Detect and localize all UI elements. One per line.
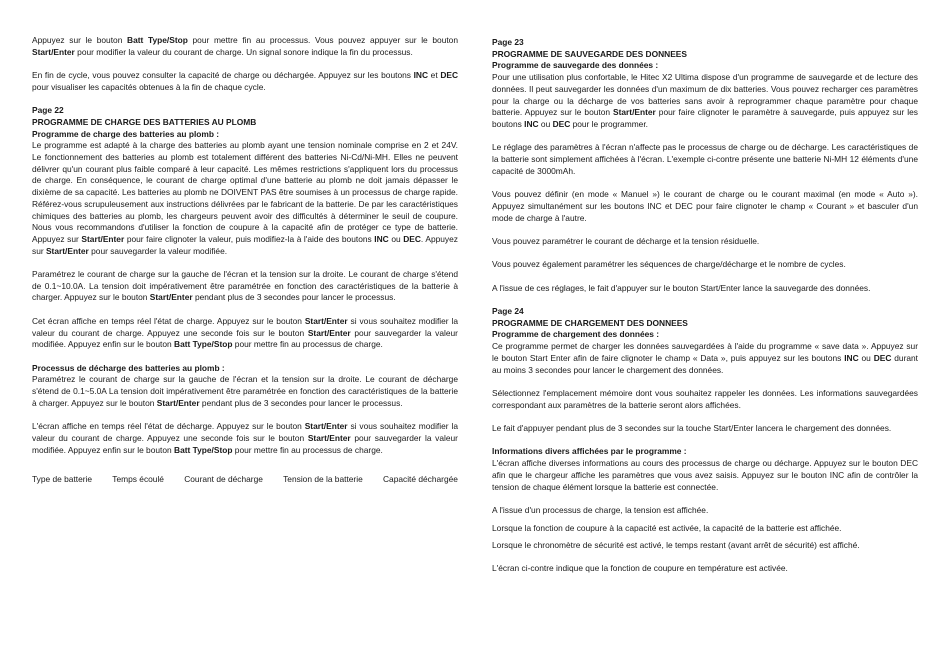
page-number-23: Page 23 bbox=[492, 37, 524, 47]
paragraph-charge-realtime: Cet écran affiche en temps réel l'état de charge. Appuyez sur le bouton Start/Enter si vous souhaitez modifier la valeur du courant de charge. Appuyez une seconde fois sur le bouton Start/Enter pour sauvegarder la valeur modifiée. Appuyez enfin sur le bouton Batt Type/Stop pour mettre fin au processus de charge. bbox=[32, 315, 459, 350]
label-elapsed-time: Temps écoulé bbox=[112, 473, 164, 484]
subtitle-lead-charge: Programme de charge des batteries au plomb : bbox=[32, 128, 220, 139]
subtitle-data-save: Programme de sauvegarde des données : bbox=[492, 60, 659, 71]
section-title-data-save: PROGRAMME DE SAUVEGARDE DES DONNEES bbox=[492, 48, 687, 59]
label-discharged-capacity: Capacité déchargée bbox=[382, 473, 458, 484]
paragraph-set-charge-current: Paramétrez le courant de charge sur la gauche de l'écran et la tension sur la droite. Le courant de charge s'étend de 0.1~10.0A. La tension doit impérativement être paramétrée en fonction des caractéristiques de la batterie à charger. Appuyez sur le bouton Start/Enter pendant plus de 3 secondes pour lancer le processus. bbox=[32, 269, 458, 303]
paragraph-start-load: Le fait d'appuyer pendant plus de 3 secondes sur la touche Start/Enter lancera le chargement des données. bbox=[492, 423, 892, 434]
subtitle-lead-discharge: Processus de décharge des batteries au plomb : bbox=[32, 362, 225, 373]
paragraph-data-save-intro: Pour une utilisation plus confortable, le Hitec X2 Ultima dispose d'un programme de sauvegarde et de lecture des données. Il peut sauvegarder les données d'un maximum de dix batteries. Vous pouvez recharger ces paramètres pour la charge ou la décharge de vos batteries sans avoir à reprogrammer chaque paramètre pour chaque batterie. Appuyez sur le bouton Start/Enter pour faire clignoter le paramètre à sauvegarde, puis appuyez sur les boutons INC ou DEC pour le programmer. bbox=[492, 72, 918, 129]
left-column bbox=[32, 35, 458, 486]
paragraph-manual-auto-mode: Vous pouvez définir (en mode « Manuel ») le courant de charge ou le courant maximal (en mode « Auto »). Appuyez simultanément sur les boutons INC et DEC pour faire clignoter le champ « Courant » et basculer d'un mode de charge à l'autre. bbox=[492, 189, 918, 223]
paragraph-cycle-settings: Vous pouvez également paramétrer les séquences de charge/décharge et le nombre de cycles. bbox=[492, 259, 846, 270]
paragraph-data-load-intro: Ce programme permet de charger les données sauvegardées à l'aide du programme « save data ». Appuyez sur le bouton Start Enter afin de faire clignoter le champ « Data », puis appuyez sur les boutons INC ou DEC durant au moins 3 secondes pour lancer le chargement des données. bbox=[492, 341, 918, 375]
subtitle-misc-info: Informations divers affichées par le programme : bbox=[492, 446, 687, 457]
paragraph-start-save: A l'issue de ces réglages, le fait d'appuyer sur le bouton Start/Enter lance la sauvegarde des données. bbox=[492, 282, 871, 293]
page-number-22: Page 22 bbox=[32, 105, 64, 116]
label-battery-voltage: Tension de la batterie bbox=[283, 473, 363, 484]
section-title-data-load: PROGRAMME DE CHARGEMENT DES DONNEES bbox=[492, 317, 688, 328]
screen-field-labels bbox=[32, 474, 458, 486]
label-discharge-current: Courant de décharge bbox=[184, 473, 263, 484]
paragraph-lead-charge-intro: Le programme est adapté à la charge des batteries au plomb ayant une tension nominale comprise en 2 et 24V. Le fonctionnement des batteries au plomb est totalement différent des batteries Ni-Cd/Ni-MH. Elles ne peuvent délivrer qu'un courant plus faible comparé à leur capacité. Les mêmes restrictions s'appliquent lors du processus de charge. En conséquence, le courant de charge optimal d'une batterie au plomb ne doit jamais dépasser le dixième de sa capacité. Les batteries au plomb ne DOIVENT PAS être soumises à un processus de charge rapide. Référez-vous scrupuleusement aux instructions délivrées par le fabricant de la batterie. De par les caractéristiques chimiques des batteries au plomb, les chargeurs peuvent avoir des difficultés à déterminer le seuil de coupure. Nous vous recommandons d'utiliser la fonction de coupure à la capacité afin de protéger ce type de batterie. Appuyez sur Start/Enter pour faire clignoter la valeur, puis modifiez-la à l'aide des boutons INC ou DEC. Appuyez sur Start/Enter pour sauvegarder la valeur modifiée. bbox=[32, 140, 458, 256]
subtitle-data-load: Programme de chargement des données : bbox=[492, 329, 660, 340]
paragraph-misc-info: L'écran affiche diverses informations au cours des processus de charge ou décharge. Appuyez sur le bouton DEC afin que le chargeur affiche les paramètres que vous avez saisis. Appuyez sur le bouton INC afin de contrôler la tension de chaque élément lorsque la batterie est connectée. bbox=[492, 458, 918, 492]
paragraph-discharge-realtime: L'écran affiche en temps réel l'état de décharge. Appuyez sur le bouton Start/Enter si vous souhaitez modifier la valeur du courant de charge. Appuyez une seconde fois sur le bouton Start/Enter pour sauvegarder la valeur modifiée. Appuyez enfin sur le bouton Batt Type/Stop pour mettre fin au processus de charge. bbox=[32, 421, 459, 455]
paragraph-temperature-cutoff: L'écran ci-contre indique que la fonction de coupure en température est activée. bbox=[492, 563, 788, 574]
label-battery-type: Type de batterie bbox=[32, 473, 93, 484]
section-title-lead-charge: PROGRAMME DE CHARGE DES BATTERIES AU PLOMB bbox=[32, 116, 257, 127]
paragraph-stop-process: Appuyez sur le bouton Batt Type/Stop pour mettre fin au processus. Vous pouvez appuyer sur le bouton Start/Enter pour modifier la valeur du courant de charge. Un signal sonore indique la fin du processus. bbox=[32, 35, 458, 57]
paragraph-screen-settings: Le réglage des paramètres à l'écran n'affecte pas le processus de charge ou de décharge. Les caractéristiques de la batterie sont simplement affichées à l'écran. L'exemple ci-contre présente une batterie Ni-MH 12 éléments d'une capacité de 3000mAh. bbox=[492, 142, 918, 176]
paragraph-end-of-cycle: En fin de cycle, vous pouvez consulter la capacité de charge ou déchargée. Appuyez sur les boutons INC et DEC pour visualiser les capacités obtenues à la fin de chaque cycle. bbox=[32, 70, 458, 92]
paragraph-safety-timer: Lorsque le chronomètre de sécurité est activé, le temps restant (avant arrêt de sécurité) est affiché. bbox=[492, 540, 860, 551]
paragraph-select-memory: Sélectionnez l'emplacement mémoire dont vous souhaitez rappeler les données. Les informations sauvegardées correspondant aux paramètres de la batterie seront alors affichées. bbox=[492, 387, 918, 410]
paragraph-capacity-cutoff: Lorsque la fonction de coupure à la capacité est activée, la capacité de la batterie est affichée. bbox=[492, 522, 842, 533]
page-number-24: Page 24 bbox=[492, 306, 524, 317]
right-column bbox=[492, 37, 918, 575]
paragraph-set-discharge-current: Paramétrez le courant de charge sur la gauche de l'écran et la tension sur la droite. Le courant de décharge s'étend de 0.1~5.0A La tension doit impérativement être paramétrée en fonction des caractéristiques de la batterie à charger. Appuyez sur le bouton Start/Enter pendant plus de 3 secondes pour lancer le processus. bbox=[32, 374, 458, 408]
paragraph-voltage-displayed: A l'issue d'un processus de charge, la tension est affichée. bbox=[492, 504, 709, 515]
paragraph-discharge-settings: Vous pouvez paramétrer le courant de décharge et la tension résiduelle. bbox=[492, 235, 760, 246]
